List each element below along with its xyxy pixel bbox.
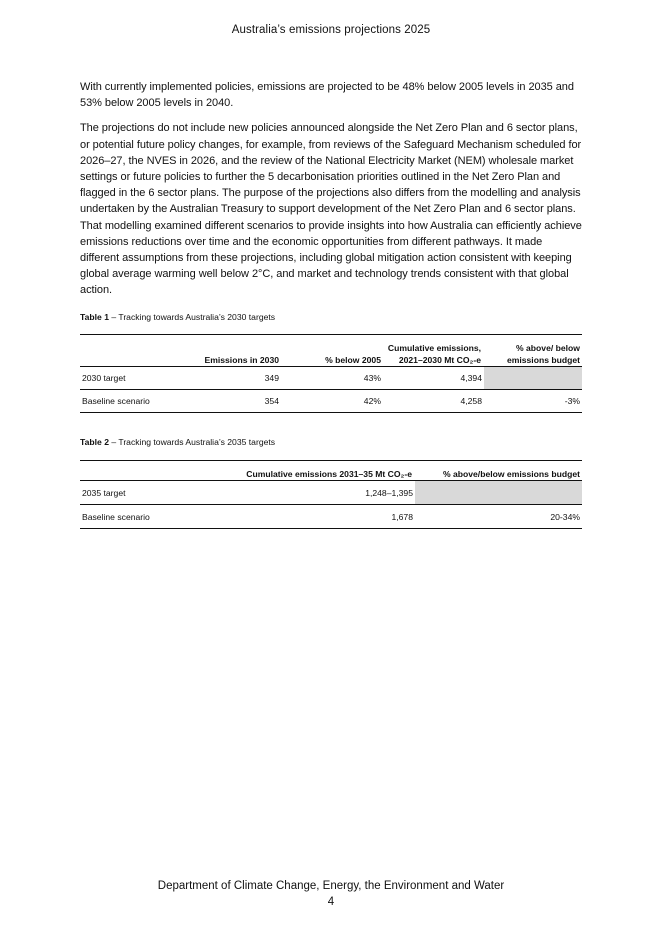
table1-row2-budget: -3% [484, 390, 582, 413]
table-row [80, 481, 582, 505]
table1-row1-below2005: 43% [281, 367, 383, 390]
table1 [80, 334, 582, 413]
table1-header-blank [80, 335, 195, 367]
table-row [80, 390, 582, 413]
footer-department: Department of Climate Change, Energy, the Environment and Water [157, 880, 505, 892]
table1-row1-cumulative: 4,394 [383, 367, 484, 390]
table1-header-cumulative: Cumulative emissions, 2021–2030 Mt CO₂-e [383, 335, 484, 367]
table2-row2-cumulative: 1,678 [230, 505, 415, 529]
table2-row1-cumulative: 1,248–1,395 [230, 481, 415, 505]
table2-header-cumulative: Cumulative emissions 2031–35 Mt CO₂-e [230, 461, 415, 481]
table1-caption-text: – Tracking towards Australia’s 2030 targets [108, 312, 276, 322]
body-paragraph-2: The projections do not include new policies announced alongside the Net Zero Plan and 6 sector plans, or potential future policy changes, for example, from reviews of the Safeguard Mechanism scheduled for 2026–27, the NVES in 2026, and the review of the National Electricity Market (NEM) wholesale market settings or future policies to further the 5 decarbonisation priorities outlined in the Net Zero Plan and flagged in the 6 sector plans. The purpose of the projections also differs from the modelling and analysis undertaken by the Australian Treasury to support development of the Net Zero Plan and 6 sector plans. That modelling examined different scenarios to provide insights into how Australia can efficiently achieve emissions reductions over time and the economic opportunities from different pathways. It made different assumptions from these projections, including global mitigation action consistent with keeping global average warming well below 2°C, and market and technology trends consistent with that global action. [80, 122, 582, 297]
page-content [80, 79, 582, 522]
table1-caption [80, 312, 275, 322]
table1-header-budget: % above/ below emissions budget [484, 335, 582, 367]
table2-caption-label: Table 2 [80, 437, 109, 447]
table2-caption-text: – Tracking towards Australia’s 2035 targets [108, 437, 276, 447]
table1-header-row [80, 335, 582, 367]
body-paragraph-1: With currently implemented policies, emissions are projected to be 48% below 2005 levels in 2035 and 53% below 2005 levels in 2040. [80, 81, 574, 110]
table1-row2-emissions: 354 [195, 390, 281, 413]
table2-row2-label: Baseline scenario [80, 505, 230, 529]
table1-caption-label: Table 1 [80, 312, 109, 322]
table2-caption [80, 437, 275, 447]
table2-header-budget: % above/below emissions budget [415, 461, 582, 481]
table-row [80, 367, 582, 390]
table1-row1-emissions: 349 [195, 367, 281, 390]
table1-row1-label: 2030 target [80, 367, 195, 390]
table1-header-below2005: % below 2005 [281, 335, 383, 367]
page-number: 4 [327, 896, 335, 908]
table2-header-blank [80, 461, 230, 481]
page-header: Australia’s emissions projections 2025 [231, 24, 431, 36]
page-footer [0, 878, 662, 910]
table2-row2-budget: 20-34% [415, 505, 582, 529]
table1-row2-cumulative: 4,258 [383, 390, 484, 413]
table1-row2-label: Baseline scenario [80, 390, 195, 413]
table1-row1-budget [484, 367, 582, 390]
table2-row1-label: 2035 target [80, 481, 230, 505]
table2 [80, 460, 582, 529]
table1-header-emissions: Emissions in 2030 [195, 335, 281, 367]
table2-header-row [80, 461, 582, 481]
table1-row2-below2005: 42% [281, 390, 383, 413]
table-row [80, 505, 582, 529]
table2-row1-budget [415, 481, 582, 505]
